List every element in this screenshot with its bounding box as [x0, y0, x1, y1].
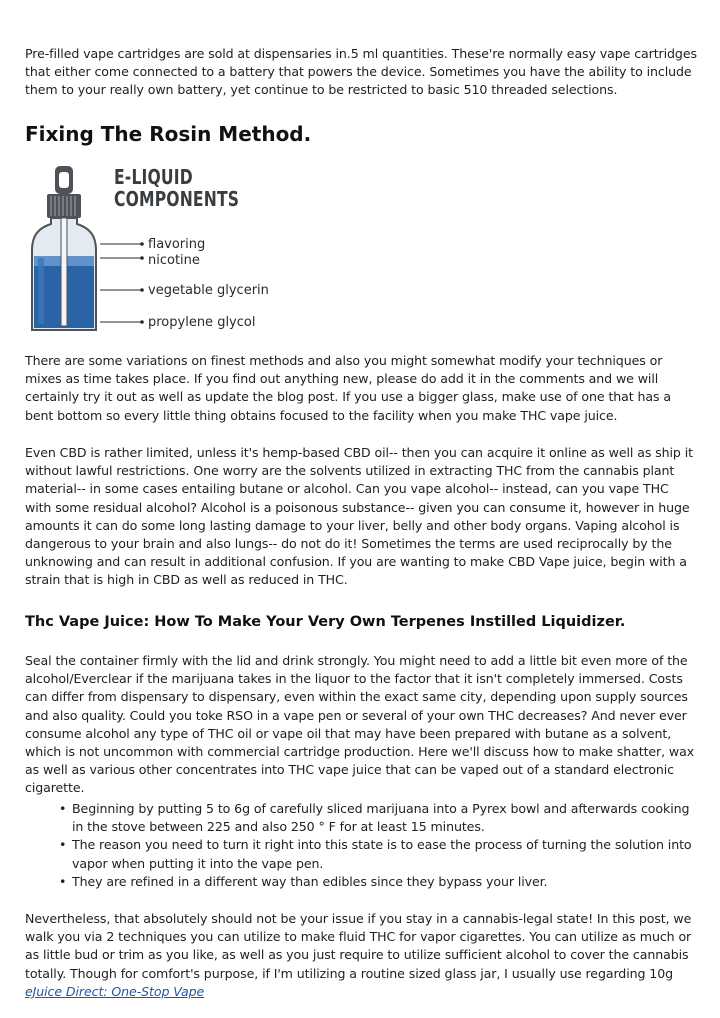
ejuice-direct-link[interactable]: eJuice Direct: One-Stop Vape — [25, 983, 205, 999]
paragraph-variations: There are some variations on finest methods and also you might somewhat modify your techniques or mixes as time takes place. If you find out anything new, please do add it in the comments and we will certainly try it out as well as update the blog post. If you use a bigger glass, make use of one that has a bent bottom so every little thing obtains focused to the facility when you make THC vape juice. — [25, 353, 672, 423]
paragraph-nevertheless — [25, 910, 697, 1001]
paragraph-seal-container: Seal the container firmly with the lid and drink strongly. You might need to add a little bit even more of the alcohol/Everclear if the marijuana takes in the liquor to the factor that it isn't completely immersed. Costs can differ from dispensary to dispensary, even within the exact same city, depending upon supply sources and also quality. Could you toke RSO in a vape pen or several of your own THC decreases? And never ever consume alcohol any type of THC oil or vape oil that may have been prepared with butane as a solvent, which is not uncommon with commercial cartridge production. Here we'll discuss how to make shatter, wax as well as various other concentrates into THC vape juice that can be vaped out of a standard electronic cigarette. — [25, 653, 695, 796]
section-heading-rosin: Fixing The Rosin Method. — [25, 122, 312, 146]
section-heading-thc-vape-juice: Thc Vape Juice: How To Make Your Very Own Terpenes Instilled Liquidizer. — [25, 614, 626, 630]
dropper-tube — [61, 218, 67, 326]
label-flavoring: flavoring — [148, 237, 206, 252]
paragraph-cbd: Even CBD is rather limited, unless it's hemp-based CBD oil-- then you can acquire it online as well as ship it without lawful restrictions. One worry are the solvents utilized in extracting THC from the cannabis plant material-- in some cases entailing butane or alcohol. Can you vape alcohol-- instead, can you vape THC with some residual alcohol? Alcohol is a poisonous substance-- given you can consume it, however in huge amounts it can do some long lasting damage to your liver, belly and other body organs. Vaping alcohol is dangerous to your brain and also lungs-- do not do it! Sometimes the terms are used reciprocally by the unknowing and can result in additional confusion. If you are wanting to make CBD Vape juice, begin with a strain that is high in CBD as well as reduced in THC. — [25, 445, 693, 588]
label-vegetable-glycerin: vegetable glycerin — [148, 283, 269, 298]
list-item: • They are refined in a different way than edibles since they bypass your liver. — [58, 873, 698, 891]
paragraph-intro: Pre-filled vape cartridges are sold at dispensaries in.5 ml quantities. These're normally easy vape cartridges that either come connected to a battery that powers the device. Sometimes you have the ability to include them to your really own battery, yet continue to be restricted to basic 510 threaded selections. — [25, 46, 697, 98]
list-item: • Beginning by putting 5 to 6g of carefully sliced marijuana into a Pyrex bowl and afterwards cooking in the stove between 225 and also 250 ° F for at least 15 minutes. — [58, 800, 698, 836]
bottle-cap — [47, 194, 81, 218]
e-liquid-components-figure — [30, 158, 270, 338]
label-nicotine: nicotine — [148, 253, 200, 268]
steps-list — [58, 800, 698, 891]
figure-title-line1: E-LIQUID — [114, 165, 193, 189]
list-item: • The reason you need to turn it right into this state is to ease the process of turning the solution into vapor when putting it into the vape pen. — [58, 836, 698, 872]
paragraph-text: Nevertheless, that absolutely should not be your issue if you stay in a cannabis-legal state! In this post, we walk you via 2 techniques you can utilize to make fluid THC for vapor cigarettes. You can utilize as much or as little bud or trim as you like, as well as you just require to utilize sufficient alcohol to cover the cannabis totally. Though for comfort's purpose, if I'm utilizing a routine sized glass jar, I usually use regarding 10g — [25, 911, 692, 981]
label-propylene-glycol: propylene glycol — [148, 315, 256, 330]
figure-title-line2: COMPONENTS — [114, 187, 240, 211]
